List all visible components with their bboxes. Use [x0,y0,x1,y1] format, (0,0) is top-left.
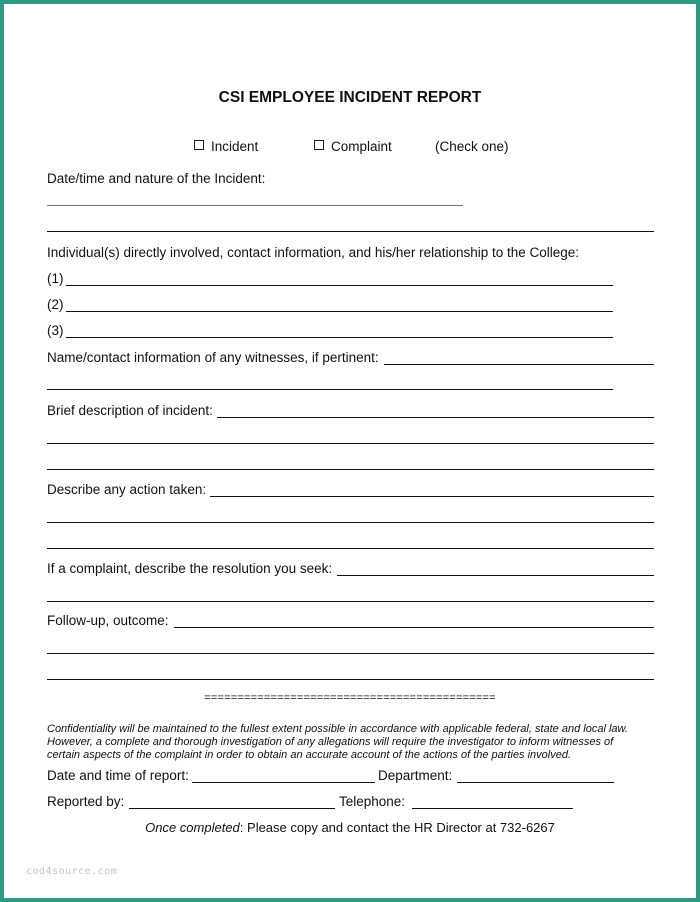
complaint-checkbox[interactable] [314,140,324,150]
description-label: Brief description of incident: [47,403,213,418]
confidentiality-line-1: Confidentiality will be maintained to the fullest extent possible in accordance with applicable federal, state and local law. [47,723,628,735]
complaint-option-label: Complaint [331,139,392,154]
separator: ============================================ [204,692,496,704]
action-label: Describe any action taken: [47,482,207,497]
individuals-label: Individual(s) directly involved, contact information, and his/her relationship to the College: [47,245,580,260]
description-line-2[interactable] [47,443,654,444]
followup-line-3[interactable] [47,679,654,680]
watermark: cod4source.com [26,866,118,877]
description-line-1[interactable] [217,417,654,418]
description-line-3[interactable] [47,469,654,470]
followup-label: Follow-up, outcome: [47,613,169,628]
action-line-2[interactable] [47,522,654,523]
individual-1-line[interactable] [66,285,613,286]
incident-option-label: Incident [211,139,259,154]
resolution-label: If a complaint, describe the resolution you seek: [47,561,333,576]
witnesses-line-1[interactable] [384,364,654,365]
individual-1-label: (1) [47,271,64,286]
form-page [4,4,696,898]
reported-by-line[interactable] [129,808,335,809]
incident-option[interactable] [194,139,258,155]
action-line-3[interactable] [47,548,654,549]
footer-rest: : Please copy and contact the HR Director at 732-6267 [239,820,555,835]
date-nature-line-2[interactable] [47,231,654,232]
report-date-line[interactable] [192,782,375,783]
witnesses-line-2[interactable] [47,389,613,390]
resolution-line-1[interactable] [337,575,654,576]
individual-2-label: (2) [47,297,64,312]
followup-line-1[interactable] [174,627,654,628]
footer-italic: Once completed [145,820,240,835]
telephone-label: Telephone: [339,794,406,809]
department-line[interactable] [457,782,614,783]
date-nature-label: Date/time and nature of the Incident: [47,171,266,186]
report-date-label: Date and time of report: [47,768,189,783]
form-title: CSI EMPLOYEE INCIDENT REPORT [218,89,482,106]
individual-3-label: (3) [47,323,64,338]
telephone-line[interactable] [412,808,573,809]
individual-3-line[interactable] [66,337,613,338]
individual-2-line[interactable] [66,311,613,312]
check-one-note: (Check one) [435,139,509,154]
complaint-option[interactable] [314,139,392,155]
date-nature-line-1[interactable] [47,205,463,206]
reported-by-label: Reported by: [47,794,125,809]
followup-line-2[interactable] [47,653,654,654]
confidentiality-line-3: certain aspects of the complaint in order to obtain an accurate account of the actions of the parties involved. [47,749,572,761]
witnesses-label: Name/contact information of any witnesses, if pertinent: [47,350,379,365]
confidentiality-line-2: However, a complete and thorough investigation of any allegations will require the investigator to inform witnesses of [47,736,614,748]
department-label: Department: [378,768,453,783]
action-line-1[interactable] [210,496,654,497]
footer-instruction [4,820,696,836]
incident-checkbox[interactable] [194,140,204,150]
resolution-line-2[interactable] [47,601,654,602]
